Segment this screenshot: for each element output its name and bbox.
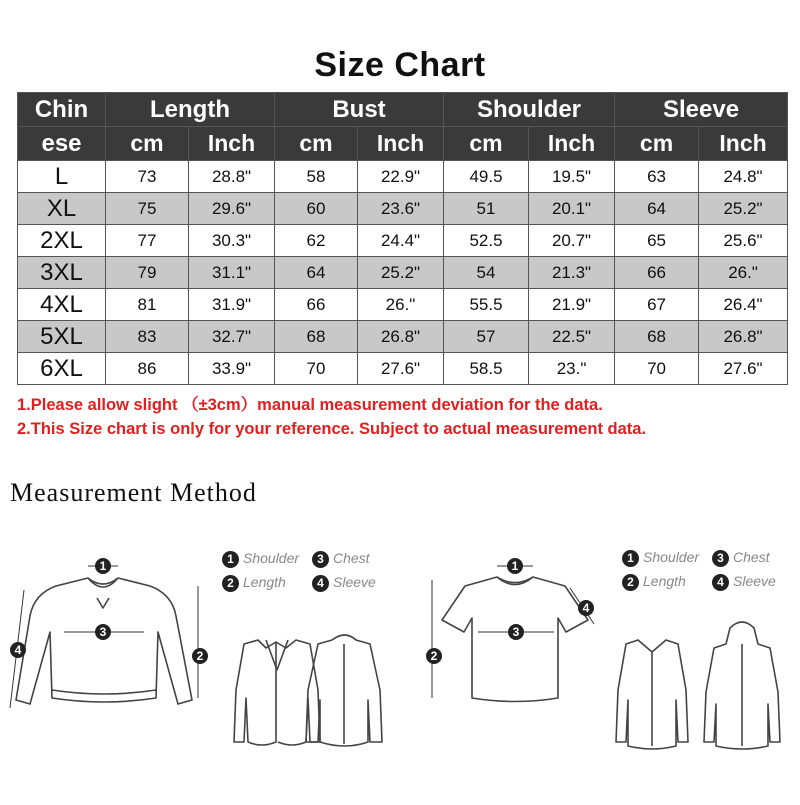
size-cell: L <box>18 161 106 193</box>
marker-chest: 3 <box>512 625 520 639</box>
table-cell: 22.9" <box>358 161 444 193</box>
table-cell: 81 <box>106 289 189 321</box>
table-cell: 64 <box>615 193 699 225</box>
table-cell: 26.8" <box>699 321 788 353</box>
table-cell: 27.6" <box>699 353 788 385</box>
legend-chest: 3 Chest <box>712 549 770 567</box>
header-length: Length <box>106 93 275 127</box>
table-cell: 27.6" <box>358 353 444 385</box>
size-cell: 6XL <box>18 353 106 385</box>
table-cell: 24.8" <box>699 161 788 193</box>
table-cell: 25.2" <box>699 193 788 225</box>
table-cell: 66 <box>275 289 358 321</box>
long-sleeve-shirt-icon <box>16 578 192 704</box>
size-cell: 3XL <box>18 257 106 289</box>
table-row <box>18 321 788 353</box>
table-cell: 20.1" <box>529 193 615 225</box>
size-cell: 2XL <box>18 225 106 257</box>
table-cell: 77 <box>106 225 189 257</box>
table-cell: 31.1" <box>189 257 275 289</box>
table-cell: 25.6" <box>699 225 788 257</box>
table-row <box>18 257 788 289</box>
table-cell: 86 <box>106 353 189 385</box>
legend-shoulder: 1 Shoulder <box>622 549 699 567</box>
table-cell: 60 <box>275 193 358 225</box>
unit-header: cm <box>106 127 189 161</box>
table-cell: 20.7" <box>529 225 615 257</box>
table-cell: 30.3" <box>189 225 275 257</box>
marker-length: 2 <box>430 649 438 663</box>
header-shoulder: Shoulder <box>444 93 615 127</box>
table-cell: 68 <box>275 321 358 353</box>
table-cell: 79 <box>106 257 189 289</box>
table-cell: 23." <box>529 353 615 385</box>
legend-sleeve: 4 Sleeve <box>312 574 376 592</box>
legend-sleeve: 4 Sleeve <box>712 573 776 591</box>
table-cell: 58 <box>275 161 358 193</box>
table-cell: 21.9" <box>529 289 615 321</box>
table-cell: 26." <box>699 257 788 289</box>
table-cell: 54 <box>444 257 529 289</box>
table-row <box>18 289 788 321</box>
table-cell: 67 <box>615 289 699 321</box>
table-cell: 83 <box>106 321 189 353</box>
table-cell: 21.3" <box>529 257 615 289</box>
table-cell: 33.9" <box>189 353 275 385</box>
table-cell: 70 <box>275 353 358 385</box>
table-cell: 52.5 <box>444 225 529 257</box>
page-title: Size Chart <box>314 46 486 84</box>
legend-chest: 3 Chest <box>312 550 370 568</box>
unit-header: cm <box>275 127 358 161</box>
table-cell: 73 <box>106 161 189 193</box>
legend-length: 2 Length <box>222 574 286 592</box>
size-cell: XL <box>18 193 106 225</box>
table-cell: 68 <box>615 321 699 353</box>
table-cell: 66 <box>615 257 699 289</box>
unit-header: Inch <box>699 127 788 161</box>
size-table-body <box>18 161 788 385</box>
header-size-bottom: ese <box>18 127 106 161</box>
header-bust: Bust <box>275 93 444 127</box>
table-cell: 55.5 <box>444 289 529 321</box>
unit-header: cm <box>444 127 529 161</box>
marker-shoulder: 1 <box>511 559 519 573</box>
table-cell: 57 <box>444 321 529 353</box>
table-cell: 49.5 <box>444 161 529 193</box>
table-row <box>18 193 788 225</box>
notes <box>17 393 797 441</box>
table-cell: 23.6" <box>358 193 444 225</box>
marker-sleeve: 4 <box>582 601 590 615</box>
unit-header: cm <box>615 127 699 161</box>
unit-header: Inch <box>189 127 275 161</box>
unit-header: Inch <box>358 127 444 161</box>
measurement-method-title: Measurement Method <box>10 478 257 507</box>
note-1: 1.Please allow slight （±3cm）manual measurement deviation for the data. <box>17 396 603 414</box>
table-cell: 58.5 <box>444 353 529 385</box>
table-cell: 26.8" <box>358 321 444 353</box>
table-cell: 26." <box>358 289 444 321</box>
table-cell: 31.9" <box>189 289 275 321</box>
table-row <box>18 353 788 385</box>
table-cell: 65 <box>615 225 699 257</box>
table-cell: 62 <box>275 225 358 257</box>
measurement-diagram <box>0 520 800 800</box>
size-cell: 4XL <box>18 289 106 321</box>
marker-length: 2 <box>196 649 204 663</box>
marker-shoulder: 1 <box>99 559 107 573</box>
note-2: 2.This Size chart is only for your reference. Subject to actual measurement data. <box>17 420 647 438</box>
table-cell: 32.7" <box>189 321 275 353</box>
marker-chest: 3 <box>99 625 107 639</box>
table-cell: 63 <box>615 161 699 193</box>
table-cell: 29.6" <box>189 193 275 225</box>
table-cell: 51 <box>444 193 529 225</box>
header-sleeve: Sleeve <box>615 93 788 127</box>
table-cell: 19.5" <box>529 161 615 193</box>
legend-length: 2 Length <box>622 573 686 591</box>
table-cell: 24.4" <box>358 225 444 257</box>
header-size-top: Chin <box>18 93 106 127</box>
table-cell: 70 <box>615 353 699 385</box>
table-cell: 22.5" <box>529 321 615 353</box>
size-table <box>17 92 788 385</box>
marker-sleeve: 4 <box>14 643 22 657</box>
table-cell: 25.2" <box>358 257 444 289</box>
table-cell: 28.8" <box>189 161 275 193</box>
size-cell: 5XL <box>18 321 106 353</box>
legend-shoulder: 1 Shoulder <box>222 550 299 568</box>
table-cell: 75 <box>106 193 189 225</box>
table-cell: 26.4" <box>699 289 788 321</box>
table-cell: 64 <box>275 257 358 289</box>
unit-header: Inch <box>529 127 615 161</box>
table-row <box>18 225 788 257</box>
table-row <box>18 161 788 193</box>
